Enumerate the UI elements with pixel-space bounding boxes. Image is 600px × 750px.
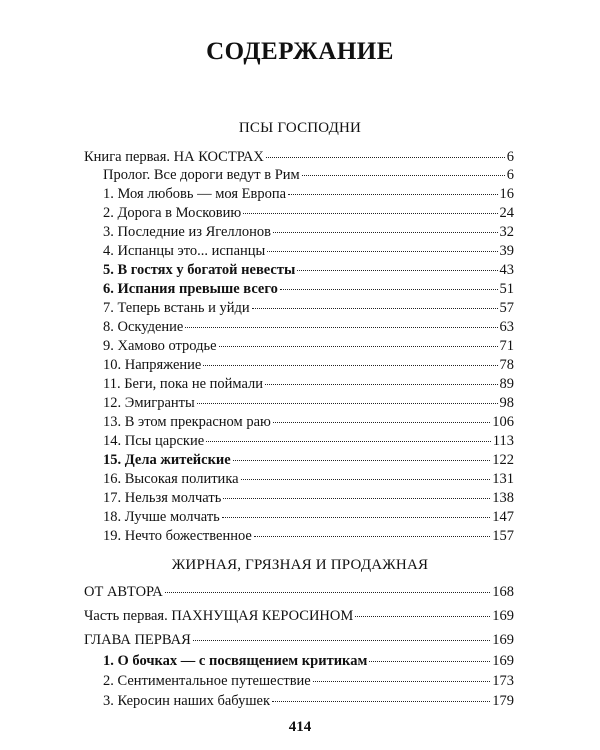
toc-entry-label: 6. Испания превыше всего [103, 281, 278, 297]
toc-entry-page: 51 [499, 281, 514, 297]
toc-entry-page: 6 [506, 149, 514, 165]
toc-entry-label: 7. Теперь встань и уйди [103, 300, 250, 316]
toc-entry-label: 14. Псы царские [103, 433, 205, 449]
toc-entry[interactable] [103, 280, 514, 298]
toc-entry-page: 32 [499, 224, 514, 240]
dot-leader [197, 403, 498, 404]
toc-entry[interactable] [103, 204, 514, 222]
toc-entry[interactable] [103, 672, 514, 690]
dot-leader [203, 365, 497, 366]
toc-entry-page: 106 [492, 414, 514, 430]
dot-leader [288, 194, 497, 195]
toc-entry[interactable] [103, 652, 514, 670]
toc-entry[interactable] [103, 223, 514, 241]
toc-entry-page: 24 [499, 205, 514, 221]
toc-entry[interactable] [103, 375, 514, 393]
dot-leader [165, 592, 491, 593]
toc-entry[interactable] [103, 470, 514, 488]
dot-leader [273, 422, 490, 423]
toc-entry-page: 169 [492, 653, 514, 669]
dot-leader [206, 441, 491, 442]
toc-entry-label: 10. Напряжение [103, 357, 202, 373]
dot-leader [265, 384, 497, 385]
toc-entry-page: 157 [492, 528, 514, 544]
toc-entry-part[interactable] [84, 607, 514, 625]
toc-entry[interactable] [103, 337, 514, 355]
dot-leader [313, 681, 491, 682]
toc-entry-label: 9. Хамово отродье [103, 338, 217, 354]
toc-entry[interactable] [103, 242, 514, 260]
toc-entry-page: 113 [492, 433, 514, 449]
dot-leader [185, 327, 497, 328]
toc-entry[interactable] [103, 261, 514, 279]
toc-entry-label: 2. Сентиментальное путешествие [103, 673, 311, 689]
toc-entry[interactable] [103, 451, 514, 469]
page-title: СОДЕРЖАНИЕ [206, 38, 394, 65]
page-number: 414 [288, 719, 312, 735]
toc-entry-label: 1. Моя любовь — моя Европа [103, 186, 287, 202]
dot-leader [219, 346, 498, 347]
toc-entry-page: 63 [499, 319, 514, 335]
dot-leader [272, 701, 490, 702]
toc-entry-page: 43 [499, 262, 514, 278]
dot-leader [369, 661, 490, 662]
toc-entry-page: 122 [492, 452, 514, 468]
toc-entry-page: 6 [506, 167, 514, 183]
toc-entry-page: 173 [492, 673, 514, 689]
toc-entry-page: 169 [492, 632, 514, 648]
toc-entry-page: 39 [499, 243, 514, 259]
toc-entry-label: 3. Последние из Ягеллонов [103, 224, 272, 240]
toc-entry-page: 71 [499, 338, 514, 354]
toc-entry[interactable] [103, 692, 514, 710]
toc-entry-page: 16 [499, 186, 514, 202]
toc-entry[interactable] [103, 508, 514, 526]
toc-entry-part[interactable] [84, 148, 514, 166]
dot-leader [223, 498, 490, 499]
toc-entry-label: 1. О бочках — с посвящением критикам [103, 653, 368, 669]
dot-leader [266, 157, 505, 158]
toc-entry-page: 179 [492, 693, 514, 709]
toc-entry-label: ГЛАВА ПЕРВАЯ [84, 632, 191, 648]
toc-entry-label: ОТ АВТОРА [84, 584, 163, 600]
toc-entry-label: Книга первая. НА КОСТРАХ [84, 149, 264, 165]
toc-entry-label: 15. Дела житейские [103, 452, 231, 468]
section-heading-2: ЖИРНАЯ, ГРЯЗНАЯ И ПРОДАЖНАЯ [171, 557, 429, 573]
section-heading-1: ПСЫ ГОСПОДНИ [238, 120, 362, 136]
dot-leader [222, 517, 490, 518]
toc-entry-label: Часть первая. ПАХНУЩАЯ КЕРОСИНОМ [84, 608, 354, 624]
toc-entry[interactable] [103, 318, 514, 336]
dot-leader [297, 270, 497, 271]
toc-entry-label: 12. Эмигранты [103, 395, 195, 411]
toc-entry-label: 8. Оскудение [103, 319, 184, 335]
toc-entry-page: 89 [499, 376, 514, 392]
dot-leader [302, 175, 505, 176]
toc-entry[interactable] [103, 299, 514, 317]
dot-leader [233, 460, 491, 461]
toc-entry-label: Пролог. Все дороги ведут в Рим [103, 167, 300, 183]
toc-entry-page: 78 [499, 357, 514, 373]
toc-entry[interactable] [103, 527, 514, 545]
dot-leader [280, 289, 498, 290]
toc-entry[interactable] [103, 413, 514, 431]
toc-entry-label: 4. Испанцы это... испанцы [103, 243, 266, 259]
toc-entry-page: 131 [492, 471, 514, 487]
toc-entry[interactable] [103, 166, 514, 184]
toc-entry[interactable] [103, 432, 514, 450]
dot-leader [243, 213, 497, 214]
toc-entry-page: 98 [499, 395, 514, 411]
dot-leader [252, 308, 498, 309]
toc-entry-page: 169 [492, 608, 514, 624]
toc-entry-page: 57 [499, 300, 514, 316]
toc-entry-label: 17. Нельзя молчать [103, 490, 222, 506]
toc-entry-label: 5. В гостях у богатой невесты [103, 262, 296, 278]
toc-entry-page: 147 [492, 509, 514, 525]
toc-entry[interactable] [103, 185, 514, 203]
dot-leader [355, 616, 490, 617]
dot-leader [267, 251, 497, 252]
toc-entry-label: 16. Высокая политика [103, 471, 239, 487]
toc-entry-label: 2. Дорога в Московию [103, 205, 242, 221]
toc-entry-label: 19. Нечто божественное [103, 528, 252, 544]
toc-entry[interactable] [103, 489, 514, 507]
toc-entry[interactable] [103, 356, 514, 374]
dot-leader [241, 479, 491, 480]
dot-leader [193, 640, 491, 641]
dot-leader [273, 232, 497, 233]
toc-entry-part[interactable] [84, 583, 514, 601]
toc-entry-label: 11. Беги, пока не поймали [103, 376, 264, 392]
toc-entry[interactable] [103, 394, 514, 412]
toc-entry-page: 138 [492, 490, 514, 506]
dot-leader [254, 536, 490, 537]
toc-entry-part[interactable] [84, 631, 514, 649]
toc-entry-label: 13. В этом прекрасном раю [103, 414, 271, 430]
toc-entry-label: 3. Керосин наших бабушек [103, 693, 271, 709]
toc-entry-label: 18. Лучше молчать [103, 509, 220, 525]
toc-entry-page: 168 [492, 584, 514, 600]
